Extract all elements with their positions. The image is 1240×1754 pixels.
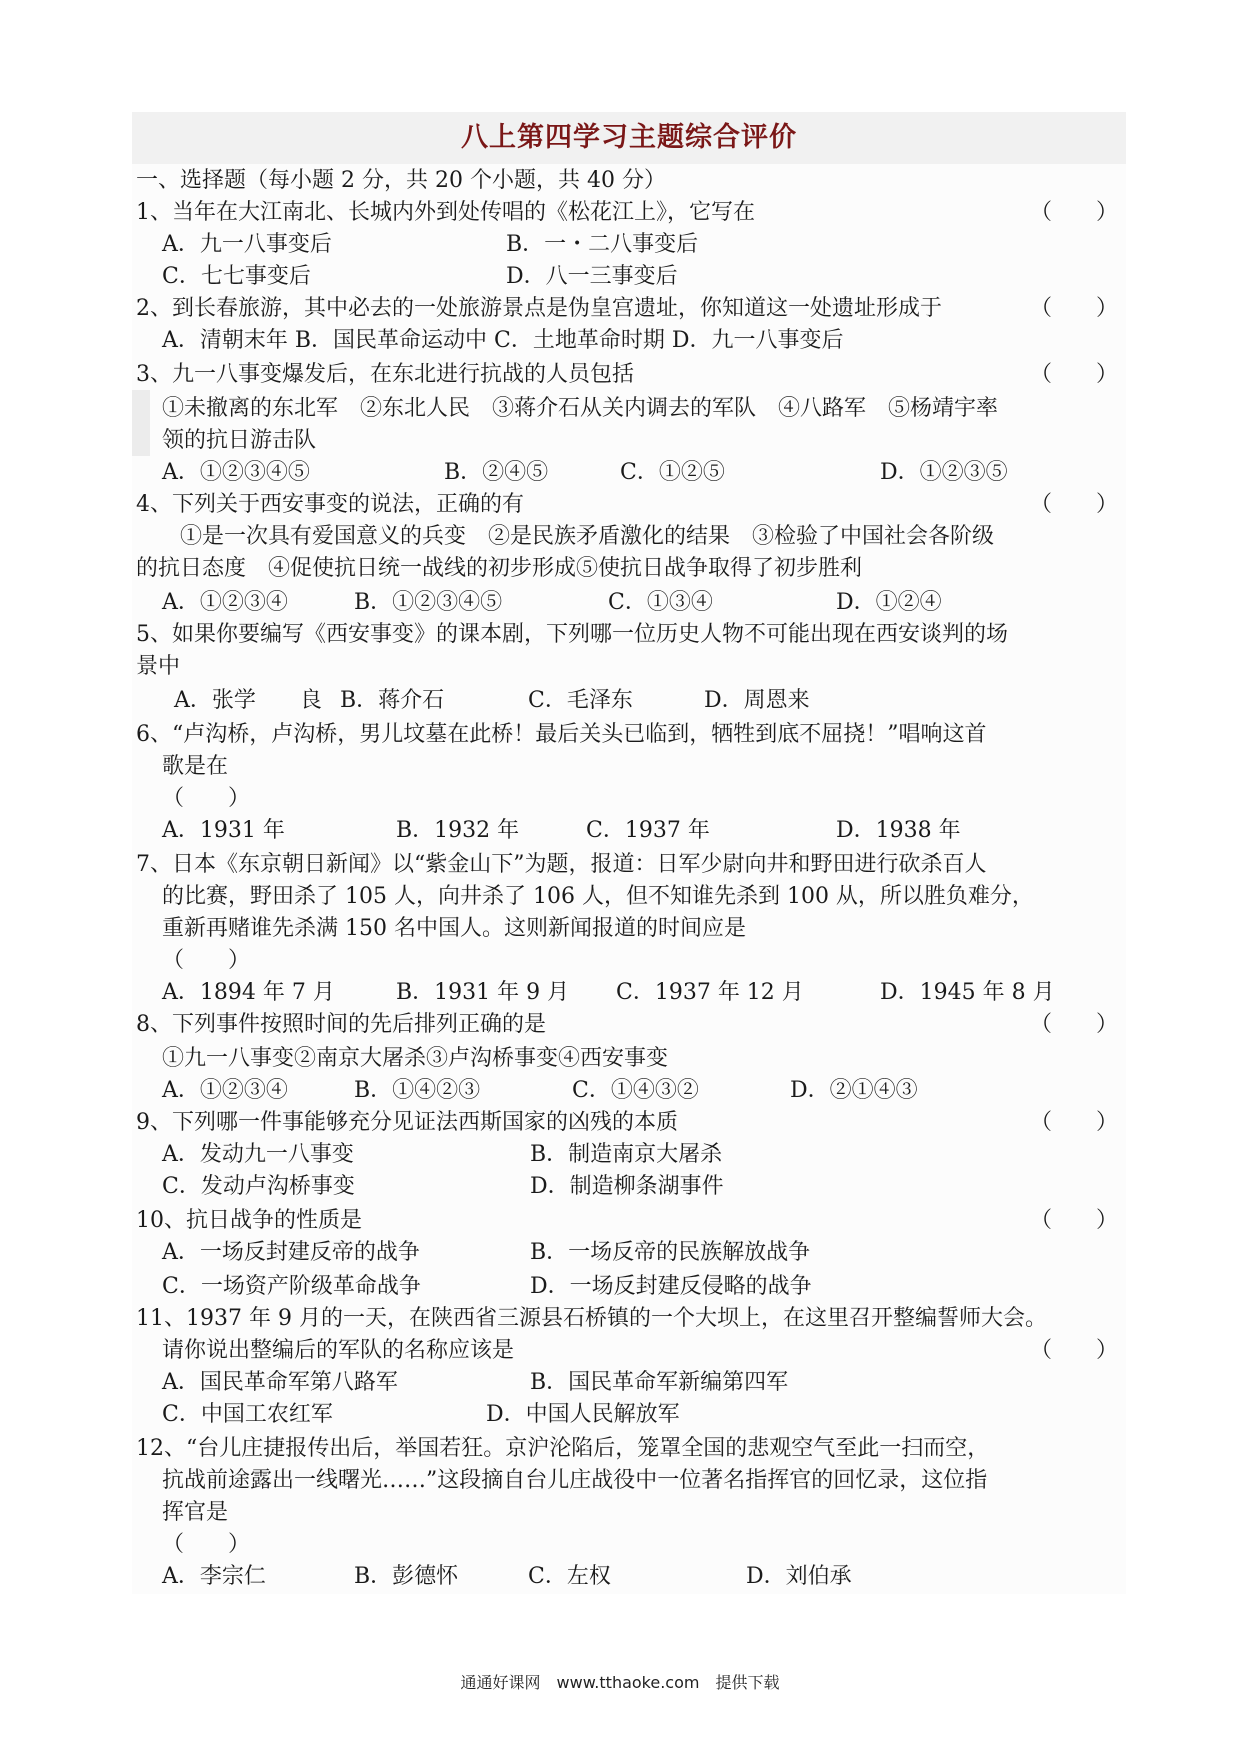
q10-option-a: A．一场反封建反帝的战争 [162,1240,420,1265]
q12-stem-line1: 12、“台儿庄捷报传出后，举国若狂。京沪沦陷后，笼罩全国的悲观空气至此一扫而空， [136,1436,990,1461]
q5-stem-line2: 景中 [136,654,181,679]
section-header: 一、选择题（每小题 2 分，共 20 个小题，共 40 分） [136,168,666,193]
q4-items-line2: 的抗日态度 ④促使抗日统一战线的初步形成⑤使抗日战争取得了初步胜利 [136,556,863,581]
q7-option-c: C．1937 年 12 月 [616,980,804,1005]
side-shade [132,390,150,456]
q11-option-b: B．国民革命军新编第四军 [530,1370,789,1395]
q5-option-b: B．蒋介石 [340,688,445,713]
q12-option-b: B．彭德怀 [354,1564,459,1589]
q4-option-c: C．①③④ [608,590,713,615]
q12-option-d: D．刘伯承 [746,1564,852,1589]
q8-option-d: D．②①④③ [790,1078,918,1103]
q7-stem-line1: 7、日本《东京朝日新闻》以“紫金山下”为题，报道：日军少尉向井和野田进行砍杀百人 [136,852,987,877]
q9-option-c: C．发动卢沟桥事变 [162,1174,355,1199]
q9-option-a: A．发动九一八事变 [162,1142,354,1167]
q7-option-a: A．1894 年 7 月 [162,980,335,1005]
q4-answer-paren: （ ） [1030,492,1119,517]
q12-stem-line2: 抗战前途露出一线曙光……”这段摘自台儿庄战役中一位著名指挥官的回忆录，这位指 [162,1468,988,1493]
q3-answer-paren: （ ） [1030,362,1119,387]
q11-option-c: C．中国工农红军 [162,1402,333,1427]
q9-option-d: D．制造柳条湖事件 [530,1174,724,1199]
q10-answer-paren: （ ） [1030,1208,1119,1233]
q9-stem: 9、下列哪一件事能够充分见证法西斯国家的凶残的本质 [136,1110,678,1135]
q4-items-line1: ①是一次具有爱国意义的兵变 ②是民族矛盾激化的结果 ③检验了中国社会各阶级 [180,524,995,549]
q1-stem: 1、当年在大江南北、长城内外到处传唱的《松花江上》，它写在 [136,200,755,225]
footer-credit: 通通好课网 www.tthaoke.com 提供下载 [460,1673,780,1692]
q6-answer-paren: （ ） [162,786,251,811]
q3-option-b: B．②④⑤ [444,460,549,485]
q8-answer-paren: （ ） [1030,1012,1119,1037]
q3-option-d: D．①②③⑤ [880,460,1008,485]
q11-stem-line2: 请你说出整编后的军队的名称应该是 [162,1338,515,1363]
q12-option-a: A．李宗仁 [162,1564,266,1589]
q7-option-d: D．1945 年 8 月 [880,980,1055,1005]
q5-option-a: A．张学 良 [174,688,322,713]
q2-stem: 2、到长春旅游，其中必去的一处旅游景点是伪皇宫遗址，你知道这一处遗址形成于 [136,296,942,321]
q6-option-b: B．1932 年 [396,818,520,843]
q8-stem: 8、下列事件按照时间的先后排列正确的是 [136,1012,546,1037]
q6-stem-line1: 6、“卢沟桥，卢沟桥，男儿坟墓在此桥！最后关头已临到，牺牲到底不屈挠！”唱响这首 [136,722,987,747]
q6-option-d: D．1938 年 [836,818,961,843]
q1-answer-paren: （ ） [1030,200,1119,225]
q11-option-d: D．中国人民解放军 [486,1402,680,1427]
q5-option-d: D．周恩来 [704,688,810,713]
q3-items-line2: 领的抗日游击队 [162,428,317,453]
q1-option-a: A．九一八事变后 [162,232,332,257]
q4-option-d: D．①②④ [836,590,942,615]
q10-option-c: C．一场资产阶级革命战争 [162,1274,421,1299]
q3-items-line1: ①未撤离的东北军 ②东北人民 ③蒋介石从关内调去的军队 ④八路军 ⑤杨靖宇率 [162,396,999,421]
q10-stem: 10、抗日战争的性质是 [136,1208,362,1233]
q2-answer-paren: （ ） [1030,296,1119,321]
q11-stem-line1: 11、1937 年 9 月的一天，在陕西省三源县石桥镇的一个大坝上，在这里召开整编誓师大会。 [136,1306,1047,1331]
q4-stem: 4、下列关于西安事变的说法，正确的有 [136,492,524,517]
q5-option-c: C．毛泽东 [528,688,633,713]
q7-stem-line3: 重新再赌谁先杀满 150 名中国人。这则新闻报道的时间应是 [162,916,746,941]
q12-answer-paren: （ ） [162,1532,251,1557]
q8-option-c: C．①④③② [572,1078,699,1103]
q12-stem-line3: 挥官是 [162,1500,229,1525]
q3-option-c: C．①②⑤ [620,460,725,485]
q5-stem-line1: 5、如果你要编写《西安事变》的课本剧，下列哪一位历史人物不可能出现在西安谈判的场 [136,622,1009,647]
q3-option-a: A．①②③④⑤ [162,460,310,485]
q2-options: A．清朝末年 B．国民革命运动中 C．土地革命时期 D．九一八事变后 [162,328,844,353]
q7-answer-paren: （ ） [162,948,251,973]
q11-answer-paren: （ ） [1030,1338,1119,1363]
q8-items: ①九一八事变②南京大屠杀③卢沟桥事变④西安事变 [162,1046,669,1071]
q12-option-c: C．左权 [528,1564,611,1589]
q7-option-b: B．1931 年 9 月 [396,980,570,1005]
q1-option-d: D．八一三事变后 [506,264,678,289]
q1-option-b: B．一・二八事变后 [506,232,699,257]
q4-option-a: A．①②③④ [162,590,288,615]
page-title: 八上第四学习主题综合评价 [461,122,797,153]
q3-stem: 3、九一八事变爆发后，在东北进行抗战的人员包括 [136,362,634,387]
q6-option-c: C．1937 年 [586,818,710,843]
q6-stem-line2: 歌是在 [162,754,229,779]
q11-option-a: A．国民革命军第八路军 [162,1370,398,1395]
q9-answer-paren: （ ） [1030,1110,1119,1135]
q4-option-b: B．①②③④⑤ [354,590,503,615]
q6-option-a: A．1931 年 [162,818,285,843]
q8-option-b: B．①④②③ [354,1078,481,1103]
q7-stem-line2: 的比赛，野田杀了 105 人，向井杀了 106 人，但不知谁先杀到 100 从，所以胜负难分， [162,884,1034,909]
q1-option-c: C．七七事变后 [162,264,311,289]
q8-option-a: A．①②③④ [162,1078,288,1103]
q10-option-d: D．一场反封建反侵略的战争 [530,1274,812,1299]
q10-option-b: B．一场反帝的民族解放战争 [530,1240,811,1265]
q9-option-b: B．制造南京大屠杀 [530,1142,723,1167]
